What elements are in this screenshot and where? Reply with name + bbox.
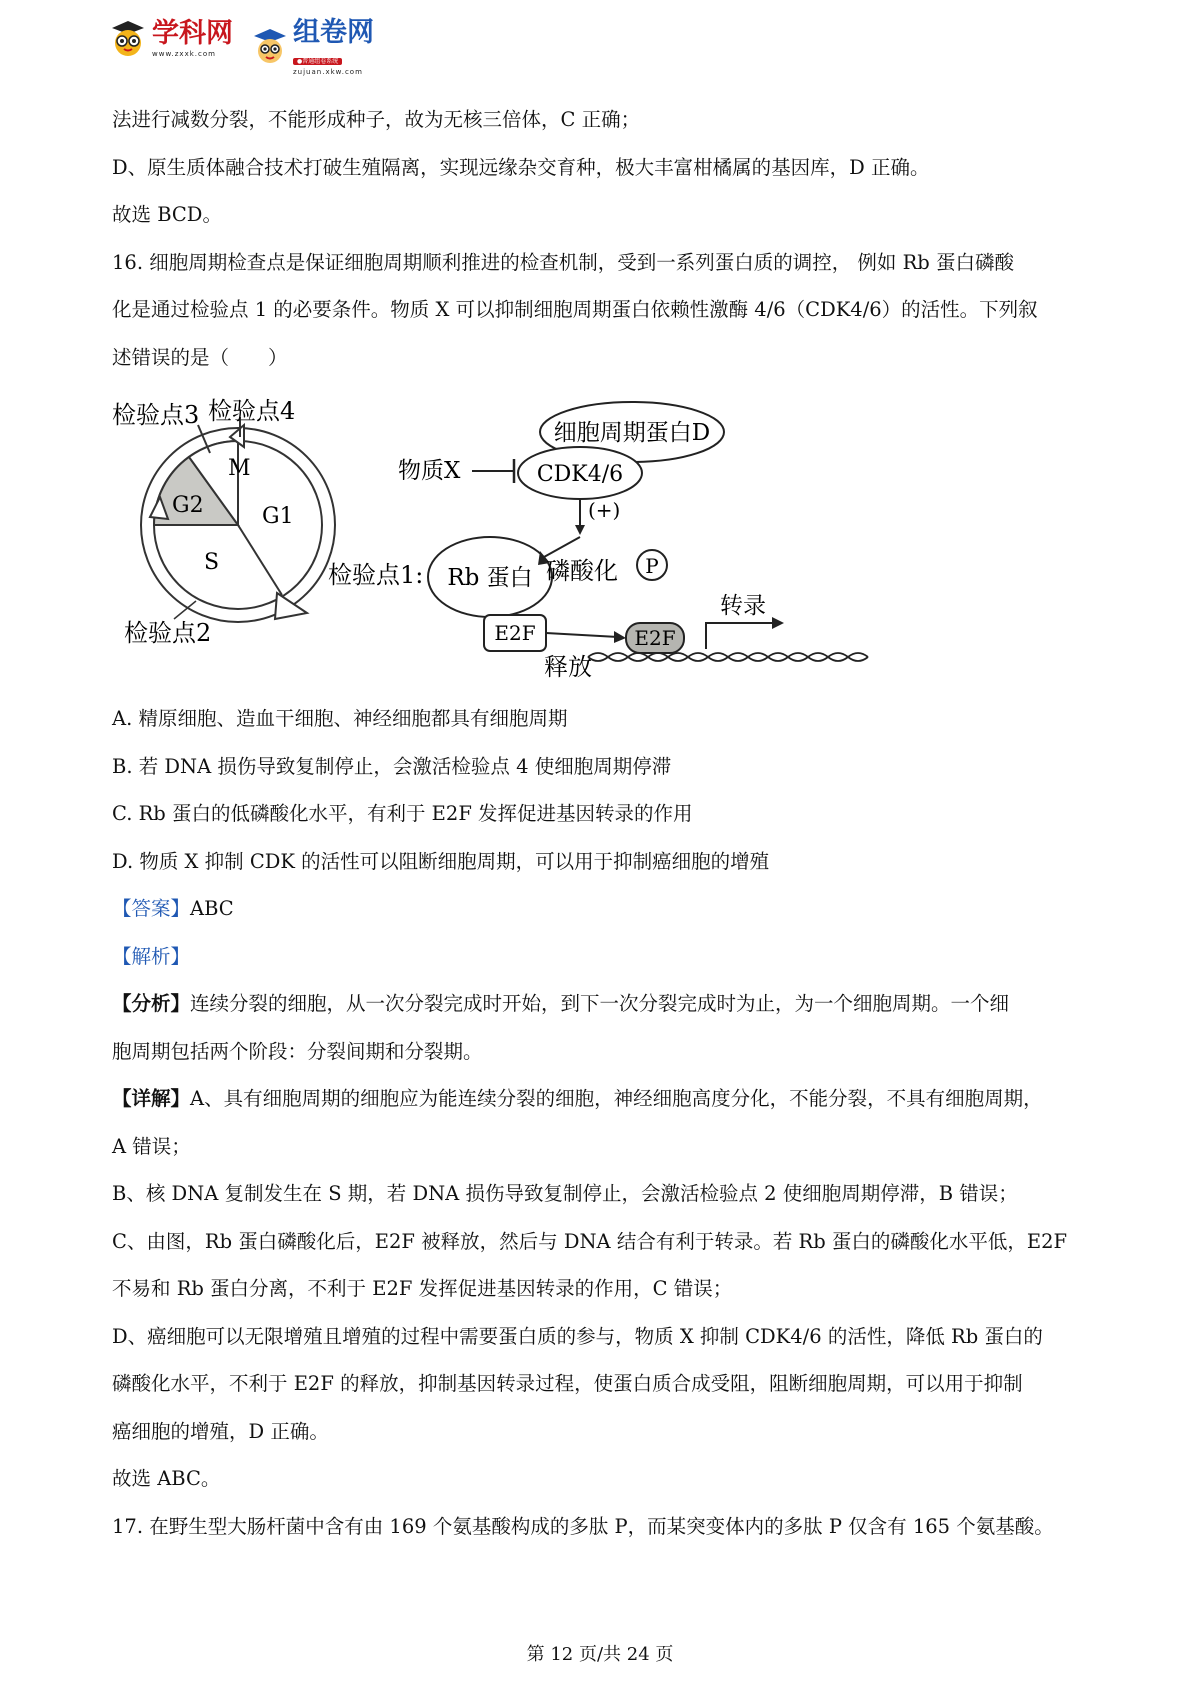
logo-zujuan[interactable] [251,18,374,76]
label-checkpoint4: 检验点4 [208,397,296,425]
xiangjie-a-text: A、具有细胞周期的细胞应为能连续分裂的细胞，神经细胞高度分化，不能分裂，不具有细胞周期， [190,1087,1043,1110]
document-body [112,96,1102,1550]
question-16-stem-line: 述错误的是（ ） [112,345,288,369]
cell-cycle-diagram [112,387,982,687]
student-mascot-icon [251,27,289,67]
owl-mascot-icon [108,18,148,58]
label-transcription: 转录 [720,593,766,619]
analysis-line [112,980,1102,1028]
label-cyclin-d: 细胞周期蛋白D [553,420,711,446]
logo-zujuan-tagline: ●普通组卷系统 [293,58,342,65]
dna-strand-2 [588,653,868,661]
logo-xueke[interactable] [108,18,233,58]
text-line: D、原生质体融合技术打破生殖隔离，实现远缘杂交育种，极大丰富柑橘属的基因库，D 正确。 [112,155,930,179]
rb-e2f-pathway [398,402,868,681]
analysis-conclusion: 故选 ABC。 [112,1467,221,1490]
question-17-stem-line: 17. 在野生型大肠杆菌中含有由 169 个氨基酸构成的多肽 P，而某突变体内的多肽 P 仅含有 165 个氨基酸。 [112,1514,1054,1538]
label-e2f-free: E2F [634,626,676,650]
transcription-arrow-icon [706,623,776,649]
label-phosphorylation: 磷酸化 [546,557,618,585]
option-d: D. 物质 X 抑制 CDK 的活性可以阻断细胞周期，可以用于抑制癌细胞的增殖 [112,849,770,873]
analysis-label: 【解析】 [112,944,191,968]
label-checkpoint1: 检验点1: [328,561,424,589]
label-g1: G1 [262,504,294,529]
fenxi-text: 连续分裂的细胞，从一次分裂完成时开始，到下一次分裂完成时为止，为一个细胞周期。一个细 [190,992,1010,1015]
label-release: 释放 [544,653,592,681]
label-substance-x: 物质X [398,458,461,484]
logo-xueke-name: 学科网 [152,17,233,49]
analysis-line: C、由图，Rb 蛋白磷酸化后，E2F 被释放，然后与 DNA 结合有利于转录。若 Rb 蛋白的磷酸化水平低，E2F [112,1229,1068,1253]
text-line: 法进行减数分裂，不能形成种子，故为无核三倍体，C 正确； [112,108,641,131]
logo-xueke-url: www.zxxk.com [152,49,216,58]
label-checkpoint2: 检验点2 [124,619,212,647]
label-g2: G2 [172,493,204,518]
label-checkpoint3: 检验点3 [112,401,200,429]
text-line: 故选 BCD。 [112,203,222,226]
fenxi-label: 【分析】 [112,992,191,1015]
label-m: M [228,456,251,481]
analysis-line: 磷酸化水平，不利于 E2F 的释放，抑制基因转录过程，使蛋白质合成受阻，阻断细胞周期，可以用于抑制 [112,1372,1023,1395]
analysis-line: 不易和 Rb 蛋白分离，不利于 E2F 发挥促进基因转录的作用，C 错误； [112,1277,733,1300]
analysis-line: B、核 DNA 复制发生在 S 期，若 DNA 损伤导致复制停止，会激活检验点 2 使细胞周期停滞，B 错误； [112,1182,1018,1205]
label-p: P [645,554,659,578]
answer-value: ABC [190,897,234,920]
label-rb: Rb 蛋白 [447,565,533,591]
label-s: S [204,550,220,575]
page-header [108,18,374,74]
cell-cycle-wheel [112,397,423,647]
question-16-stem-line: 化是通过检验点 1 的必要条件。物质 X 可以抑制细胞周期蛋白依赖性激酶 4/6（CDK4/6）的活性。下列叙 [112,298,1038,321]
question-16-stem-line: 16. 细胞周期检查点是保证细胞周期顺利推进的检查机制，受到一系列蛋白质的调控， 例如 Rb 蛋白磷酸 [112,250,1014,274]
analysis-line [112,1075,1102,1123]
option-b: B. 若 DNA 损伤导致复制停止，会激活检验点 4 使细胞周期停滞 [112,754,672,778]
analysis-line: D、癌细胞可以无限增殖且增殖的过程中需要蛋白质的参与，物质 X 抑制 CDK4/6 的活性，降低 Rb 蛋白的 [112,1324,1043,1348]
option-a: A. 精原细胞、造血干细胞、神经细胞都具有细胞周期 [112,707,568,730]
logo-zujuan-name: 组卷网 [293,17,374,48]
option-c: C. Rb 蛋白的低磷酸化水平，有利于 E2F 发挥促进基因转录的作用 [112,802,693,825]
analysis-line: 癌细胞的增殖，D 正确。 [112,1419,329,1443]
analysis-line: 胞周期包括两个阶段：分裂间期和分裂期。 [112,1039,483,1063]
label-e2f-bound: E2F [494,621,536,645]
answer-label: 【答案】 [112,897,191,920]
label-cdk46: CDK4/6 [536,462,624,487]
logo-zujuan-url: zujuan.xkw.com [293,68,363,76]
page-number: 第 12 页/共 24 页 [526,1644,674,1665]
xiangjie-label: 【详解】 [112,1087,191,1110]
release-arrow-icon [546,633,618,637]
label-plus: (+) [588,498,621,522]
analysis-line: A 错误； [112,1134,191,1158]
answer-line [112,885,1102,933]
